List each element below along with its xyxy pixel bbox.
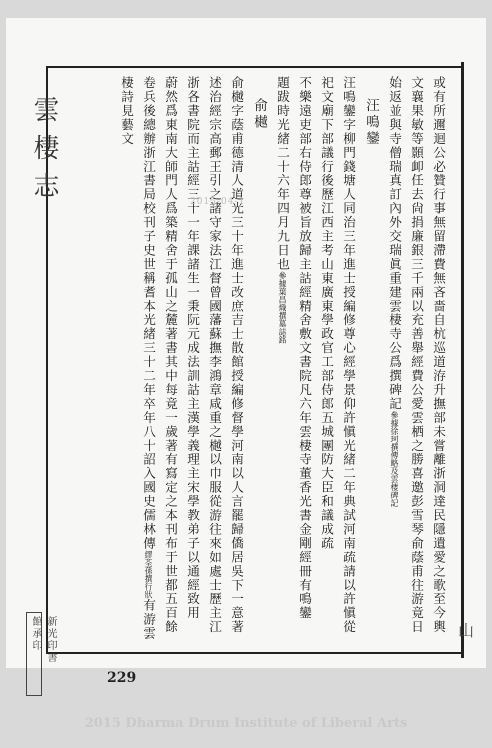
source-note: 參據葉昌熾撰墓誌銘 [278, 271, 287, 344]
section-heading: 汪鳴鑾 [363, 98, 379, 148]
text-column-8: 題跋時光緒二十六年四月九日也參據葉昌熾撰墓誌銘 [275, 76, 290, 344]
text-column-6: 祀文廟下部議行後歷江西主考山東廣東學政官工部侍郎五城團防大臣和議成疏 [319, 76, 334, 551]
text-column-13: 蔚然爲東南大師門人爲築精舍于孤山之麓著書其中每竟一歲著有寫定之本刊布于世都五百餘 [163, 76, 178, 634]
source-note: 撰行狀 [144, 574, 153, 599]
section-heading: 俞樾 [251, 98, 267, 131]
text-column-1: 或有所邇迴公必贊行事無留滯費無吝嗇自杭巡道洊升撫部未嘗離浙洞達民隱遺愛之歌至今輿 [431, 76, 446, 634]
text-column-2: 文襄果敏等顥卹任去尙捐廉銀三千兩以充善舉經費公愛雲栖之勝喜邀彭雪琴俞蔭甫往游竟日 [409, 76, 424, 634]
text-column-3: 始返並與寺僧瑞真訂內外交瑞眞重建雲棲寺公爲撰碑記參據徐珂撰傳略及雲棲碑記 [387, 76, 402, 507]
text-column-15: 棲詩見藝文 [119, 76, 134, 146]
page-number: 229 [107, 670, 137, 686]
text-column-14: 卷兵後總辦浙江書局校刊子史世稱耆本光緒三十二年卒年八十詔入國史儒林傳繆荃孫撰行狀有游雲 [141, 76, 156, 641]
book-page [6, 18, 486, 668]
text-column-11: 述治經宗高郵王引之諸守家法江督曾國藩蘇撫李鴻章咸重之樾以巾服從游往來如處士歷主江 [207, 76, 222, 634]
text-column-5: 汪鳴鑾字柳門錢塘人同治三年進士授編修尊心經學景仰許愼光緒二年典試河南疏請以許愼從 [341, 76, 356, 634]
publisher-imprint: 新光印書館承印 [30, 616, 56, 664]
footer-watermark: 2015 Dharma Drum Institute of Liberal Arts [84, 716, 408, 731]
text-column-10: 俞樾字蔭甫德清人道光三十年進士改庶吉士散館授編修督學河南以人言罷歸僑居吳下一意著 [229, 76, 244, 634]
book-title-margin: 雲棲志 [29, 96, 59, 210]
faint-stamp: 2015-04-1 [190, 197, 246, 207]
text-column-12: 浙各書院而主詁經三十一年課諸生一秉阮元成法訓詁主漢學義理主宋學教弟子以通經致用 [185, 76, 200, 621]
source-note: 繆荃孫 [144, 550, 153, 575]
text-column-7: 不樂遠吏部右侍郎尊被旨放歸主詁經精舍敷文書院凡六年雲棲寺董香光書金剛經冊有鳴鑾 [297, 76, 312, 621]
source-note: 參據徐珂撰傳略及雲棲碑記 [390, 410, 399, 507]
bleed-through-glyph: 山 [458, 621, 475, 640]
margin-rule [461, 62, 464, 658]
